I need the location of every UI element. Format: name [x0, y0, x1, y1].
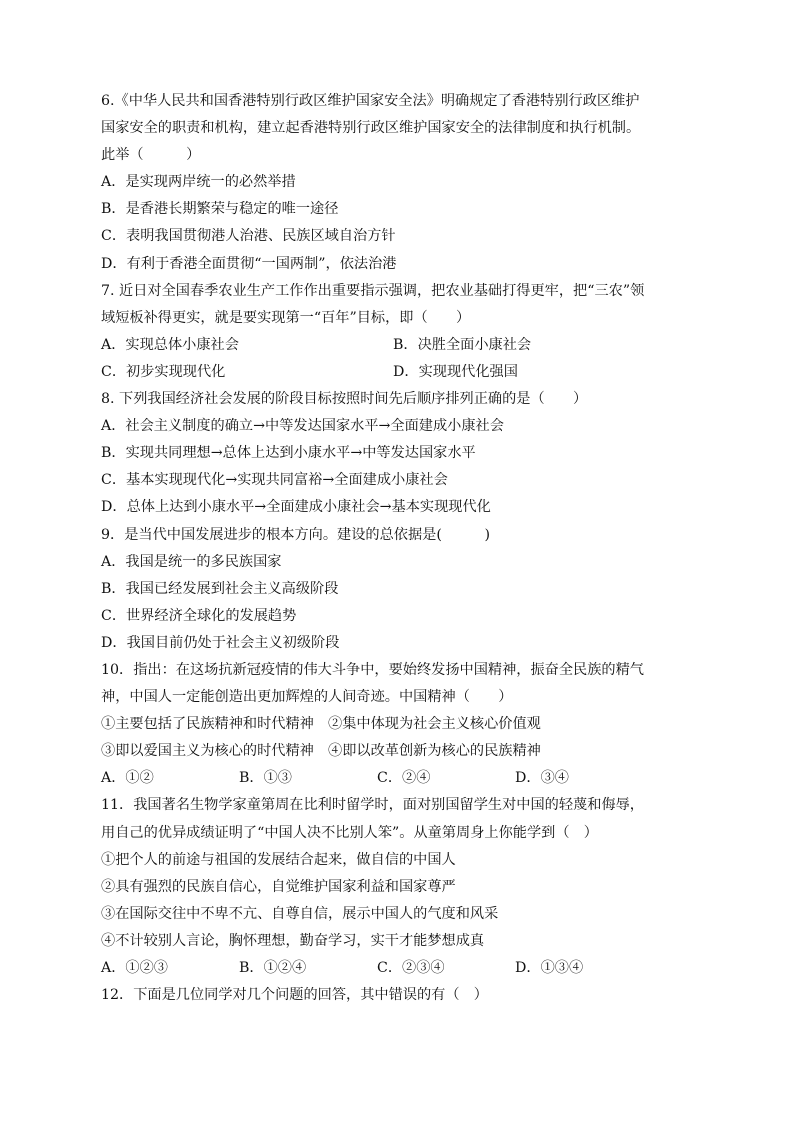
statement-line: ③在国际交往中不卑不亢、自尊自信，展示中国人的气度和风采 — [101, 905, 499, 922]
option-row — [101, 359, 701, 386]
option-a: A．社会主义制度的确立→中等发达国家水平→全面建成小康社会 — [101, 418, 504, 435]
option-row — [101, 955, 701, 982]
question-6 — [101, 88, 701, 278]
statement-line: ③即以爱国主义为核心的时代精神 ④即以改革创新为核心的民族精神 — [101, 743, 541, 760]
option-a: A．①②③ — [101, 960, 168, 976]
option-c: C．世界经济全球化的发展趋势 — [101, 607, 297, 624]
option-b: B．①③ — [239, 770, 292, 787]
question-11 — [101, 792, 701, 982]
question-12 — [101, 982, 701, 1009]
question-stem: 8. 下列我国经济社会发展的阶段目标按照时间先后顺序排列正确的是（ ） — [101, 391, 588, 408]
option-a: A．①② — [101, 770, 154, 787]
option-d: D．总体上达到小康水平→全面建成小康社会→基本实现现代化 — [101, 499, 491, 516]
option-b: B．实现共同理想→总体上达到小康水平→中等发达国家水平 — [101, 445, 476, 462]
option-d: D．实现现代化强国 — [393, 363, 518, 380]
question-stem: 域短板补得更实，就是要实现第一“百年”目标，即（ ） — [101, 309, 471, 326]
option-d: D．③④ — [515, 770, 569, 787]
question-stem: 6.《中华人民共和国香港特别行政区维护国家安全法》明确规定了香港特别行政区维护 — [101, 93, 640, 109]
question-stem: 12．下面是几位同学对几个问题的回答，其中错误的有（ ） — [101, 987, 488, 1004]
option-d: D．①③④ — [515, 960, 584, 976]
option-b: B．是香港长期繁荣与稳定的唯一途径 — [101, 201, 339, 218]
statement-line: ①把个人的前途与祖国的发展结合起来，做自信的中国人 — [101, 851, 456, 868]
option-d: D．有利于香港全面贯彻“一国两制”，依法治港 — [101, 255, 397, 272]
option-a: A．实现总体小康社会 — [101, 336, 239, 353]
question-stem: 9．是当代中国发展进步的根本方向。建设的总依据是( ) — [101, 526, 490, 543]
option-c: C．②④ — [377, 770, 431, 787]
question-stem: 10．指出：在这场抗新冠疫情的伟大斗争中，要始终发扬中国精神，振奋全民族的精气 — [101, 661, 644, 678]
question-9 — [101, 522, 701, 657]
option-c: C．基本实现现代化→实现共同富裕→全面建成小康社会 — [101, 472, 448, 489]
question-stem: 国家安全的职责和机构，建立起香港特别行政区维护国家安全的法律制度和执行机制。 — [101, 120, 641, 137]
question-10 — [101, 657, 701, 792]
statement-line: ②具有强烈的民族自信心，自觉维护国家利益和国家尊严 — [101, 878, 456, 895]
statement-line: ①主要包括了民族精神和时代精神 ②集中体现为社会主义核心价值观 — [101, 716, 541, 733]
option-c: C．表明我国贯彻港人治港、民族区域自治方针 — [101, 228, 396, 245]
question-list — [101, 88, 701, 1009]
question-stem: 用自己的优异成绩证明了“中国人决不比别人笨”。从童第周身上你能学到（ ） — [101, 824, 598, 841]
option-b: B．决胜全面小康社会 — [393, 336, 532, 353]
question-stem: 此举（ ） — [101, 147, 201, 164]
question-7 — [101, 278, 701, 386]
option-a: A．我国是统一的多民族国家 — [101, 553, 282, 570]
question-stem: 11．我国著名生物学家童第周在比利时留学时，面对别国留学生对中国的轻蔑和侮辱， — [101, 797, 644, 814]
option-row — [101, 332, 701, 359]
question-stem: 神，中国人一定能创造出更加辉煌的人间奇迹。中国精神（ ） — [101, 689, 513, 706]
option-b: B．我国已经发展到社会主义高级阶段 — [101, 580, 339, 597]
option-c: C．初步实现现代化 — [101, 363, 226, 380]
option-d: D．我国目前仍处于社会主义初级阶段 — [101, 634, 340, 651]
question-8 — [101, 386, 701, 521]
option-b: B．①②④ — [239, 960, 307, 976]
option-a: A．是实现两岸统一的必然举措 — [101, 174, 296, 191]
option-row — [101, 765, 701, 792]
question-stem: 7. 近日对全国春季农业生产工作作出重要指示强调，把农业基础打得更牢，把“三农”领 — [101, 282, 645, 299]
statement-line: ④不计较别人言论，胸怀理想，勤奋学习，实干才能梦想成真 — [101, 932, 485, 949]
option-c: C．②③④ — [377, 960, 445, 976]
